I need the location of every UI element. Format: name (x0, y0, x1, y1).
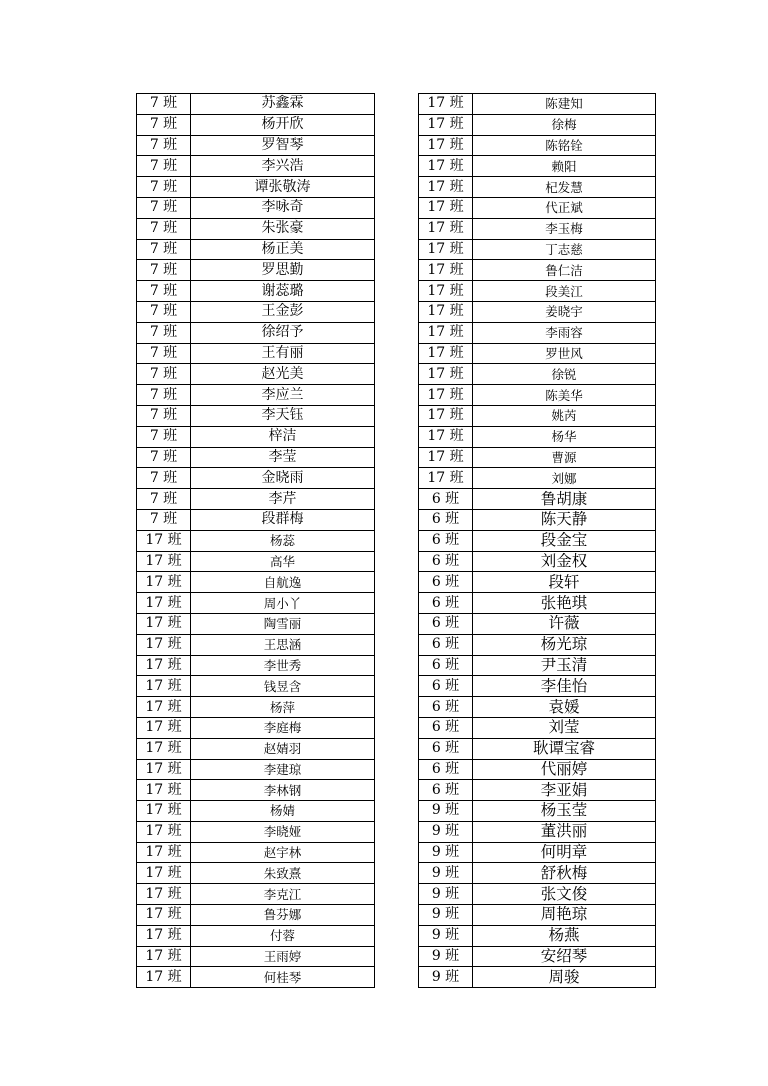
table-row (137, 530, 375, 551)
name-cell: 李兴浩 (191, 156, 375, 177)
table-row (137, 301, 375, 322)
table-row (137, 489, 375, 510)
name-cell: 杨玉莹 (473, 801, 656, 822)
table-row (137, 946, 375, 967)
class-cell: 17 班 (419, 239, 473, 260)
class-cell: 7 班 (137, 156, 191, 177)
class-cell: 17 班 (137, 925, 191, 946)
name-cell: 刘娜 (473, 468, 656, 489)
name-cell: 徐梅 (473, 114, 656, 135)
name-cell: 杨华 (473, 426, 656, 447)
table-row (137, 197, 375, 218)
name-cell: 周小丫 (191, 593, 375, 614)
name-cell: 段轩 (473, 572, 656, 593)
class-cell: 17 班 (137, 593, 191, 614)
class-cell: 9 班 (419, 925, 473, 946)
name-cell: 代正斌 (473, 197, 656, 218)
table-row (419, 821, 656, 842)
table-row (419, 551, 656, 572)
table-row (137, 114, 375, 135)
class-cell: 17 班 (419, 468, 473, 489)
table-row (137, 426, 375, 447)
class-cell: 17 班 (419, 447, 473, 468)
class-cell: 17 班 (137, 905, 191, 926)
name-cell: 杨萍 (191, 697, 375, 718)
table-row (419, 738, 656, 759)
class-cell: 6 班 (419, 738, 473, 759)
name-cell: 何桂琴 (191, 967, 375, 988)
table-row (419, 842, 656, 863)
class-cell: 17 班 (137, 759, 191, 780)
class-cell: 6 班 (419, 634, 473, 655)
table-row (137, 509, 375, 530)
name-cell: 何明章 (473, 842, 656, 863)
class-cell: 17 班 (419, 114, 473, 135)
class-cell: 17 班 (137, 738, 191, 759)
name-cell: 段美江 (473, 281, 656, 302)
name-cell: 赵婧羽 (191, 738, 375, 759)
class-cell: 7 班 (137, 364, 191, 385)
roster-table-right (418, 93, 656, 988)
table-row (419, 197, 656, 218)
name-cell: 周艳琼 (473, 905, 656, 926)
name-cell: 徐绍予 (191, 322, 375, 343)
table-row (137, 260, 375, 281)
class-cell: 7 班 (137, 114, 191, 135)
table-row (419, 468, 656, 489)
class-cell: 17 班 (137, 530, 191, 551)
table-row (137, 281, 375, 302)
class-cell: 17 班 (137, 780, 191, 801)
name-cell: 安绍琴 (473, 946, 656, 967)
name-cell: 李晓娅 (191, 821, 375, 842)
name-cell: 李芹 (191, 489, 375, 510)
name-cell: 李莹 (191, 447, 375, 468)
class-cell: 7 班 (137, 343, 191, 364)
class-cell: 6 班 (419, 509, 473, 530)
class-cell: 17 班 (419, 135, 473, 156)
table-row (137, 676, 375, 697)
class-cell: 6 班 (419, 613, 473, 634)
table-row (137, 697, 375, 718)
table-row (419, 301, 656, 322)
roster-table-right-body (419, 94, 656, 988)
table-row (137, 405, 375, 426)
class-cell: 17 班 (137, 676, 191, 697)
table-row (137, 925, 375, 946)
table-row (137, 842, 375, 863)
name-cell: 杨开欣 (191, 114, 375, 135)
table-row (137, 468, 375, 489)
table-row (419, 925, 656, 946)
class-cell: 7 班 (137, 197, 191, 218)
class-cell: 7 班 (137, 260, 191, 281)
name-cell: 王有丽 (191, 343, 375, 364)
table-row (419, 967, 656, 988)
name-cell: 朱致熹 (191, 863, 375, 884)
class-cell: 7 班 (137, 94, 191, 115)
table-row (137, 634, 375, 655)
table-row (419, 863, 656, 884)
table-row (137, 593, 375, 614)
name-cell: 杨光琼 (473, 634, 656, 655)
name-cell: 罗世风 (473, 343, 656, 364)
table-row (137, 177, 375, 198)
class-cell: 7 班 (137, 447, 191, 468)
name-cell: 李世秀 (191, 655, 375, 676)
table-row (419, 801, 656, 822)
table-row (419, 177, 656, 198)
table-row (137, 905, 375, 926)
class-cell: 6 班 (419, 759, 473, 780)
class-cell: 9 班 (419, 842, 473, 863)
table-row (137, 218, 375, 239)
table-row (137, 738, 375, 759)
table-row (419, 364, 656, 385)
name-cell: 杨婧 (191, 801, 375, 822)
name-cell: 赖阳 (473, 156, 656, 177)
table-row (419, 676, 656, 697)
class-cell: 17 班 (419, 281, 473, 302)
class-cell: 7 班 (137, 281, 191, 302)
class-cell: 6 班 (419, 530, 473, 551)
class-cell: 17 班 (419, 197, 473, 218)
table-row (419, 489, 656, 510)
class-cell: 6 班 (419, 697, 473, 718)
class-cell: 17 班 (137, 634, 191, 655)
table-row (419, 946, 656, 967)
name-cell: 自航逸 (191, 572, 375, 593)
name-cell: 李雨容 (473, 322, 656, 343)
name-cell: 杨燕 (473, 925, 656, 946)
name-cell: 李玉梅 (473, 218, 656, 239)
table-row (419, 593, 656, 614)
class-cell: 17 班 (419, 385, 473, 406)
name-cell: 李克江 (191, 884, 375, 905)
class-cell: 17 班 (137, 863, 191, 884)
table-row (137, 322, 375, 343)
table-row (137, 551, 375, 572)
name-cell: 周骏 (473, 967, 656, 988)
name-cell: 谢蕊璐 (191, 281, 375, 302)
table-row (419, 218, 656, 239)
class-cell: 6 班 (419, 572, 473, 593)
class-cell: 9 班 (419, 967, 473, 988)
roster-table-left-body (137, 94, 375, 988)
class-cell: 6 班 (419, 489, 473, 510)
name-cell: 陶雪丽 (191, 613, 375, 634)
name-cell: 代丽婷 (473, 759, 656, 780)
table-row (419, 572, 656, 593)
table-row (137, 364, 375, 385)
class-cell: 9 班 (419, 905, 473, 926)
class-cell: 17 班 (137, 884, 191, 905)
name-cell: 赵宇林 (191, 842, 375, 863)
class-cell: 17 班 (419, 156, 473, 177)
table-row (137, 801, 375, 822)
table-row (419, 239, 656, 260)
name-cell: 梓洁 (191, 426, 375, 447)
table-row (419, 114, 656, 135)
class-cell: 17 班 (137, 655, 191, 676)
name-cell: 罗思勤 (191, 260, 375, 281)
name-cell: 许薇 (473, 613, 656, 634)
name-cell: 张艳琪 (473, 593, 656, 614)
table-row (419, 780, 656, 801)
name-cell: 耿谭宝睿 (473, 738, 656, 759)
class-cell: 6 班 (419, 717, 473, 738)
class-cell: 9 班 (419, 801, 473, 822)
class-cell: 17 班 (137, 946, 191, 967)
class-cell: 17 班 (419, 260, 473, 281)
name-cell: 陈美华 (473, 385, 656, 406)
class-cell: 7 班 (137, 509, 191, 530)
table-row (419, 509, 656, 530)
name-cell: 李应兰 (191, 385, 375, 406)
table-row (137, 156, 375, 177)
table-row (419, 343, 656, 364)
class-cell: 17 班 (419, 177, 473, 198)
name-cell: 姜晓宇 (473, 301, 656, 322)
class-cell: 17 班 (137, 967, 191, 988)
name-cell: 李咏奇 (191, 197, 375, 218)
name-cell: 李建琼 (191, 759, 375, 780)
name-cell: 陈天静 (473, 509, 656, 530)
class-cell: 17 班 (137, 551, 191, 572)
name-cell: 金晓雨 (191, 468, 375, 489)
name-cell: 舒秋梅 (473, 863, 656, 884)
class-cell: 17 班 (419, 343, 473, 364)
table-row (419, 385, 656, 406)
class-cell: 7 班 (137, 177, 191, 198)
roster-table-left (136, 93, 375, 988)
class-cell: 6 班 (419, 551, 473, 572)
class-cell: 9 班 (419, 884, 473, 905)
name-cell: 陈铭铨 (473, 135, 656, 156)
class-cell: 7 班 (137, 239, 191, 260)
name-cell: 赵光美 (191, 364, 375, 385)
class-cell: 9 班 (419, 863, 473, 884)
class-cell: 9 班 (419, 821, 473, 842)
table-row (137, 759, 375, 780)
name-cell: 李林钢 (191, 780, 375, 801)
name-cell: 罗智琴 (191, 135, 375, 156)
table-row (137, 135, 375, 156)
table-row (419, 717, 656, 738)
name-cell: 鲁胡康 (473, 489, 656, 510)
class-cell: 7 班 (137, 385, 191, 406)
table-row (137, 447, 375, 468)
class-cell: 17 班 (419, 364, 473, 385)
table-row (419, 281, 656, 302)
class-cell: 6 班 (419, 676, 473, 697)
class-cell: 17 班 (137, 842, 191, 863)
name-cell: 尹玉清 (473, 655, 656, 676)
table-row (419, 260, 656, 281)
name-cell: 鲁仁洁 (473, 260, 656, 281)
table-row (137, 821, 375, 842)
table-row (137, 343, 375, 364)
name-cell: 姚芮 (473, 405, 656, 426)
name-cell: 谭张敬涛 (191, 177, 375, 198)
name-cell: 李庭梅 (191, 717, 375, 738)
class-cell: 17 班 (137, 613, 191, 634)
class-cell: 17 班 (137, 697, 191, 718)
table-row (419, 94, 656, 115)
class-cell: 7 班 (137, 135, 191, 156)
table-row (137, 863, 375, 884)
table-row (137, 239, 375, 260)
table-row (419, 530, 656, 551)
class-cell: 17 班 (419, 426, 473, 447)
table-row (419, 322, 656, 343)
table-row (419, 405, 656, 426)
class-cell: 6 班 (419, 780, 473, 801)
table-row (419, 447, 656, 468)
name-cell: 王雨婷 (191, 946, 375, 967)
name-cell: 段群梅 (191, 509, 375, 530)
table-row (419, 135, 656, 156)
table-row (419, 884, 656, 905)
table-row (137, 655, 375, 676)
name-cell: 陈建知 (473, 94, 656, 115)
name-cell: 董洪丽 (473, 821, 656, 842)
name-cell: 朱张豪 (191, 218, 375, 239)
name-cell: 王思涵 (191, 634, 375, 655)
name-cell: 张文俊 (473, 884, 656, 905)
table-row (137, 572, 375, 593)
table-row (137, 613, 375, 634)
class-cell: 17 班 (137, 801, 191, 822)
table-row (419, 426, 656, 447)
name-cell: 袁媛 (473, 697, 656, 718)
name-cell: 钱昱含 (191, 676, 375, 697)
name-cell: 杨蕊 (191, 530, 375, 551)
class-cell: 7 班 (137, 322, 191, 343)
name-cell: 李天钰 (191, 405, 375, 426)
table-row (137, 94, 375, 115)
name-cell: 李佳怡 (473, 676, 656, 697)
class-cell: 7 班 (137, 301, 191, 322)
table-row (137, 780, 375, 801)
name-cell: 曹源 (473, 447, 656, 468)
name-cell: 高华 (191, 551, 375, 572)
class-cell: 7 班 (137, 468, 191, 489)
table-row (137, 717, 375, 738)
table-row (137, 967, 375, 988)
table-row (419, 905, 656, 926)
table-row (419, 156, 656, 177)
name-cell: 丁志慈 (473, 239, 656, 260)
class-cell: 17 班 (137, 572, 191, 593)
class-cell: 7 班 (137, 405, 191, 426)
class-cell: 17 班 (419, 301, 473, 322)
class-cell: 7 班 (137, 426, 191, 447)
class-cell: 17 班 (419, 218, 473, 239)
class-cell: 6 班 (419, 655, 473, 676)
class-cell: 17 班 (137, 821, 191, 842)
name-cell: 段金宝 (473, 530, 656, 551)
table-row (137, 884, 375, 905)
name-cell: 杞发慧 (473, 177, 656, 198)
table-row (419, 697, 656, 718)
class-cell: 7 班 (137, 489, 191, 510)
table-row (419, 655, 656, 676)
name-cell: 付蓉 (191, 925, 375, 946)
class-cell: 6 班 (419, 593, 473, 614)
name-cell: 鲁芬娜 (191, 905, 375, 926)
name-cell: 刘莹 (473, 717, 656, 738)
class-cell: 9 班 (419, 946, 473, 967)
table-row (419, 613, 656, 634)
class-cell: 17 班 (419, 405, 473, 426)
table-row (419, 634, 656, 655)
name-cell: 李亚娟 (473, 780, 656, 801)
class-cell: 7 班 (137, 218, 191, 239)
name-cell: 刘金权 (473, 551, 656, 572)
name-cell: 杨正美 (191, 239, 375, 260)
name-cell: 徐锐 (473, 364, 656, 385)
name-cell: 王金彭 (191, 301, 375, 322)
class-cell: 17 班 (137, 717, 191, 738)
table-row (137, 385, 375, 406)
table-row (419, 759, 656, 780)
class-cell: 17 班 (419, 94, 473, 115)
class-cell: 17 班 (419, 322, 473, 343)
name-cell: 苏鑫霖 (191, 94, 375, 115)
